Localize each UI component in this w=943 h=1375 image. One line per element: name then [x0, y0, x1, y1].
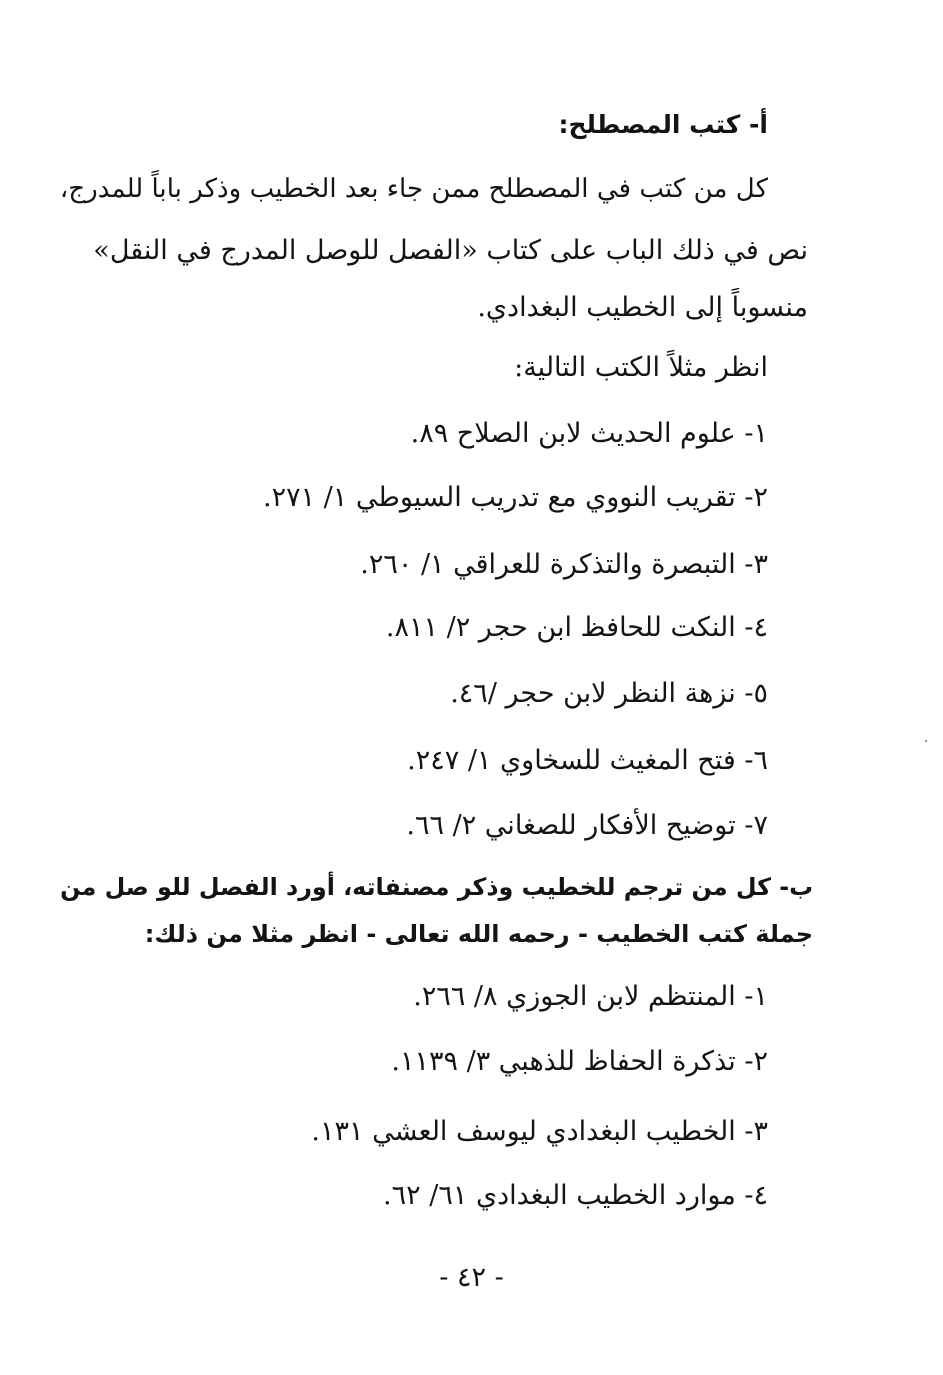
section-b-paragraph-line-2: جملة كتب الخطيب - رحمه الله تعالى - انظر مثلا من ذلك:	[144, 920, 813, 948]
section-a-list-item: ٤- النكت للحافظ ابن حجر ٢/ ٨١١.	[385, 612, 768, 643]
section-b-list-item: ١- المنتظم لابن الجوزي ٨/ ٢٦٦.	[413, 981, 768, 1012]
section-a-list-item: ٣- التبصرة والتذكرة للعراقي ١/ ٢٦٠.	[360, 549, 768, 580]
section-a-list-item: ١- علوم الحديث لابن الصلاح ٨٩.	[410, 418, 768, 449]
section-a-list-item: ٦- فتح المغيث للسخاوي ١/ ٢٤٧.	[407, 745, 768, 776]
section-a-heading: أ- كتب المصطلح:	[558, 110, 768, 139]
section-b-list-item: ٣- الخطيب البغدادي ليوسف العشي ١٣١.	[311, 1116, 768, 1147]
section-a-list-item: ٥- نزهة النظر لابن حجر /٤٦.	[450, 678, 768, 709]
section-a-paragraph-line-3: منسوباً إلى الخطيب البغدادي.	[477, 292, 808, 323]
page-number: - ٤٢ -	[439, 1262, 504, 1293]
section-a-paragraph-line-2: نص في ذلك الباب على كتاب «الفصل للوصل المدرج في النقل»	[93, 235, 808, 266]
section-a-list-item: ٢- تقريب النووي مع تدريب السيوطي ١/ ٢٧١.	[262, 482, 768, 513]
section-a-paragraph-line-1: كل من كتب في المصطلح ممن جاء بعد الخطيب وذكر باباً للمدرج،	[59, 174, 768, 204]
section-b-paragraph-line-1: ب- كل من ترجم للخطيب وذكر مصنفاته، أورد الفصل للو صل من	[60, 873, 813, 901]
section-a-intro: انظر مثلاً الكتب التالية:	[514, 352, 768, 383]
section-a-list-item: ٧- توضيح الأفكار للصغاني ٢/ ٦٦.	[406, 810, 768, 841]
section-b-list-item: ٢- تذكرة الحفاظ للذهبي ٣/ ١١٣٩.	[391, 1046, 768, 1077]
scan-speck	[925, 740, 927, 742]
section-b-list-item: ٤- موارد الخطيب البغدادي ٦١/ ٦٢.	[383, 1180, 768, 1211]
